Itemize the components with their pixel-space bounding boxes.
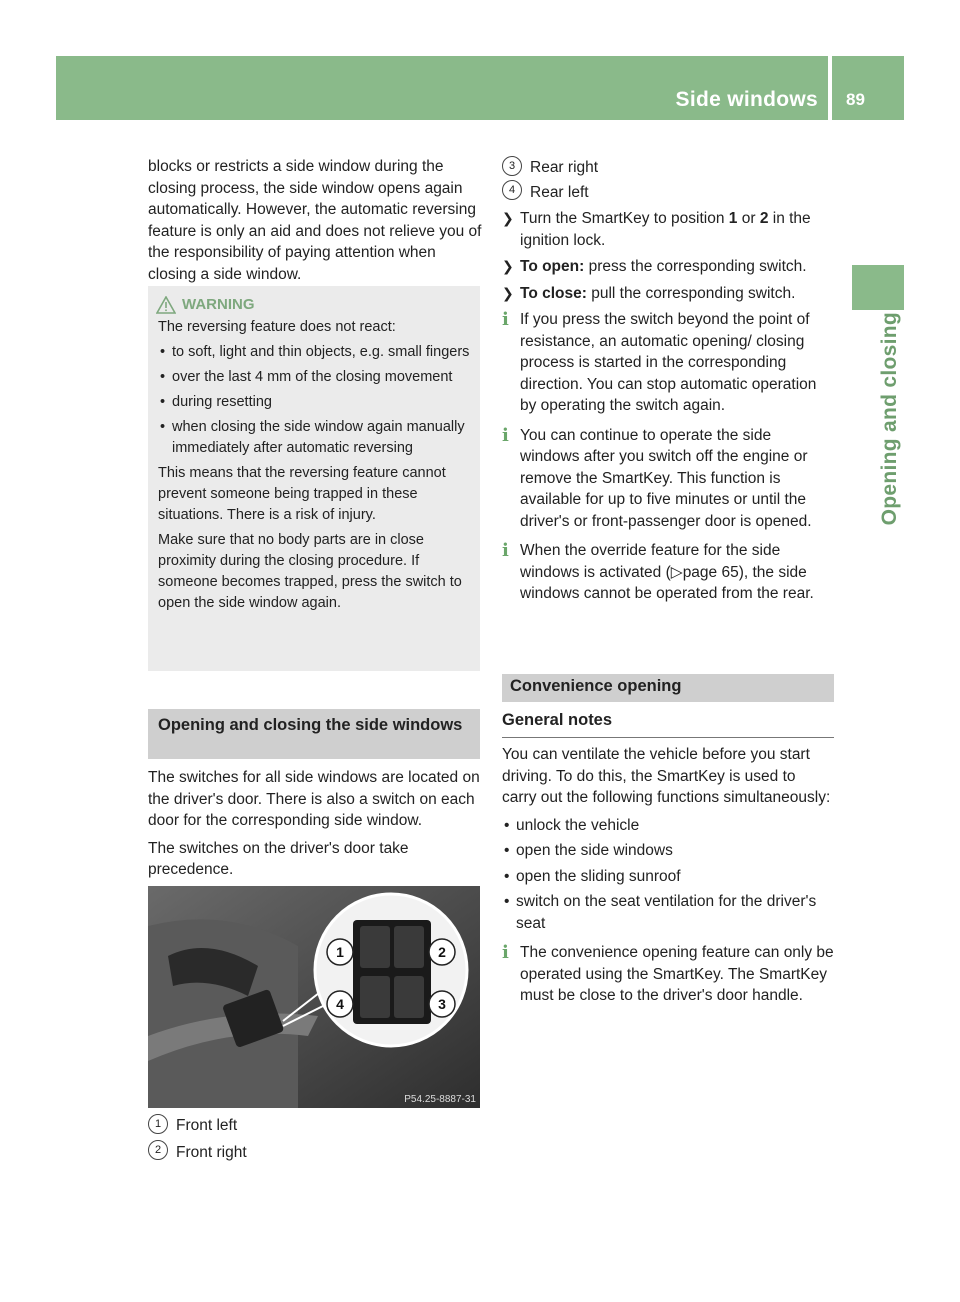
- step-arrow-icon: ❯: [502, 284, 514, 301]
- section-heading: Opening and closing the side windows: [148, 709, 480, 759]
- warning-box: [148, 286, 480, 671]
- warning-bullet: • over the last 4 mm of the closing movement: [158, 367, 474, 388]
- chapter-tab: [852, 265, 904, 310]
- info-icon: i: [502, 540, 509, 561]
- step-bold: To close:: [520, 284, 587, 302]
- warning-triangle-icon: [156, 296, 176, 314]
- step-text: press the corresponding switch.: [584, 258, 807, 275]
- door-switch-illustration: [148, 886, 480, 1108]
- legend-label: Rear left: [530, 183, 589, 201]
- legend-label: Front left: [176, 1117, 238, 1134]
- warning-paragraph: This means that the reversing feature cannot prevent someone being trapped in these situations. There is a risk of injury.: [158, 465, 446, 523]
- door-switch-photo: [148, 886, 480, 1108]
- warning-paragraph: Make sure that no body parts are in close proximity during the closing procedure. If someone becomes trapped, press the switch to open the side window again.: [158, 532, 462, 611]
- warning-bullet: • during resetting: [158, 392, 474, 413]
- info-note: [502, 309, 834, 417]
- info-text: You can continue to operate the side windows after you switch off the engine or remove the SmartKey. This function is available for up to five minutes or until the driver's or front-passenger door is opened.: [520, 426, 812, 530]
- step-bold: 1: [728, 210, 738, 227]
- warning-bullet: • when closing the side window again manually immediately after automatic reversing: [158, 417, 474, 459]
- convenience-bullet: • open the sliding sunroof: [502, 866, 834, 888]
- legend-number: 3: [502, 156, 522, 176]
- convenience-heading: Convenience opening: [502, 674, 834, 702]
- step-text: or: [737, 210, 760, 227]
- warning-bullet: • to soft, light and thin objects, e.g. small fingers: [158, 342, 474, 363]
- warning-title: WARNING: [182, 296, 255, 313]
- section-paragraph: The switches on the driver's door take precedence.: [148, 839, 409, 878]
- callout-2: 2: [438, 944, 446, 960]
- info-text: When the override feature for the side windows is activated (: [520, 542, 781, 581]
- legend-number: 2: [148, 1140, 168, 1160]
- info-note: [502, 425, 834, 533]
- general-notes-heading: General notes: [502, 711, 834, 738]
- info-icon: i: [502, 424, 509, 446]
- legend-number: 1: [148, 1114, 168, 1134]
- page-ref-link[interactable]: page 65: [682, 563, 739, 581]
- info-icon: i: [502, 942, 509, 963]
- left-intro: [148, 156, 482, 285]
- info-text: If you press the switch beyond the point of resistance, an automatic opening/ closing process is started in the corresponding direction. You can stop automatic operation by operating the switch again.: [520, 311, 817, 414]
- info-text: ), the side windows cannot be operated from the rear.: [520, 563, 814, 602]
- warning-lead: The reversing feature does not react:: [158, 319, 396, 335]
- warning-heading: [156, 294, 474, 315]
- info-icon: i: [502, 309, 509, 330]
- step-arrow-icon: ❯: [502, 210, 514, 226]
- info-note: [502, 942, 834, 1007]
- step-text: Turn the SmartKey to position: [520, 210, 729, 227]
- chapter-label: Opening and closing: [878, 312, 901, 526]
- legend-label: Rear right: [530, 159, 599, 176]
- page-title: Side windows: [675, 88, 818, 111]
- step-bold: 2: [759, 210, 769, 227]
- legend-number: 4: [502, 180, 522, 200]
- photo-code: P54.25-8887-31: [404, 1094, 476, 1105]
- callout-4: 4: [336, 996, 344, 1012]
- legend-label: Front right: [176, 1143, 247, 1161]
- section-body: [148, 767, 482, 881]
- convenience-bullet: • switch on the seat ventilation for the driver's seat: [502, 891, 834, 934]
- intro-paragraph: blocks or restricts a side window during the closing process, the side window opens again automatically. However, the automatic reversing feature is only an aid and does not relieve you of the responsibility of paying attention when closing a side window.: [148, 158, 482, 283]
- step-item: [502, 256, 834, 278]
- convenience-bullet: • open the side windows: [502, 840, 834, 862]
- step-arrow-icon: ❯: [502, 258, 514, 274]
- legend-left: [148, 1115, 482, 1163]
- info-note: [502, 540, 834, 605]
- convenience-paragraph: You can ventilate the vehicle before you start driving. To do this, the SmartKey is used to carry out the following functions simultaneously:: [502, 746, 831, 806]
- callout-3: 3: [438, 996, 446, 1012]
- right-column: [502, 157, 834, 605]
- callout-1: 1: [336, 944, 344, 960]
- step-bold: To open:: [520, 258, 585, 275]
- convenience-bullet: • unlock the vehicle: [502, 815, 834, 837]
- convenience-body: [502, 744, 834, 1007]
- step-text: in the ignition lock.: [520, 210, 811, 249]
- page-ref-arrow-icon: ▷: [670, 563, 683, 581]
- step-text: pull the corresponding switch.: [586, 284, 796, 302]
- page-number: 89: [846, 90, 865, 109]
- step-item: [502, 208, 834, 251]
- info-text: The convenience opening feature can only be operated using the SmartKey. The SmartKey must be close to the driver's door handle.: [520, 944, 834, 1004]
- step-item: [502, 283, 834, 305]
- header-separator: [828, 56, 832, 120]
- section-paragraph: The switches for all side windows are located on the driver's door. There is also a switch on each door for the corresponding side window.: [148, 769, 480, 829]
